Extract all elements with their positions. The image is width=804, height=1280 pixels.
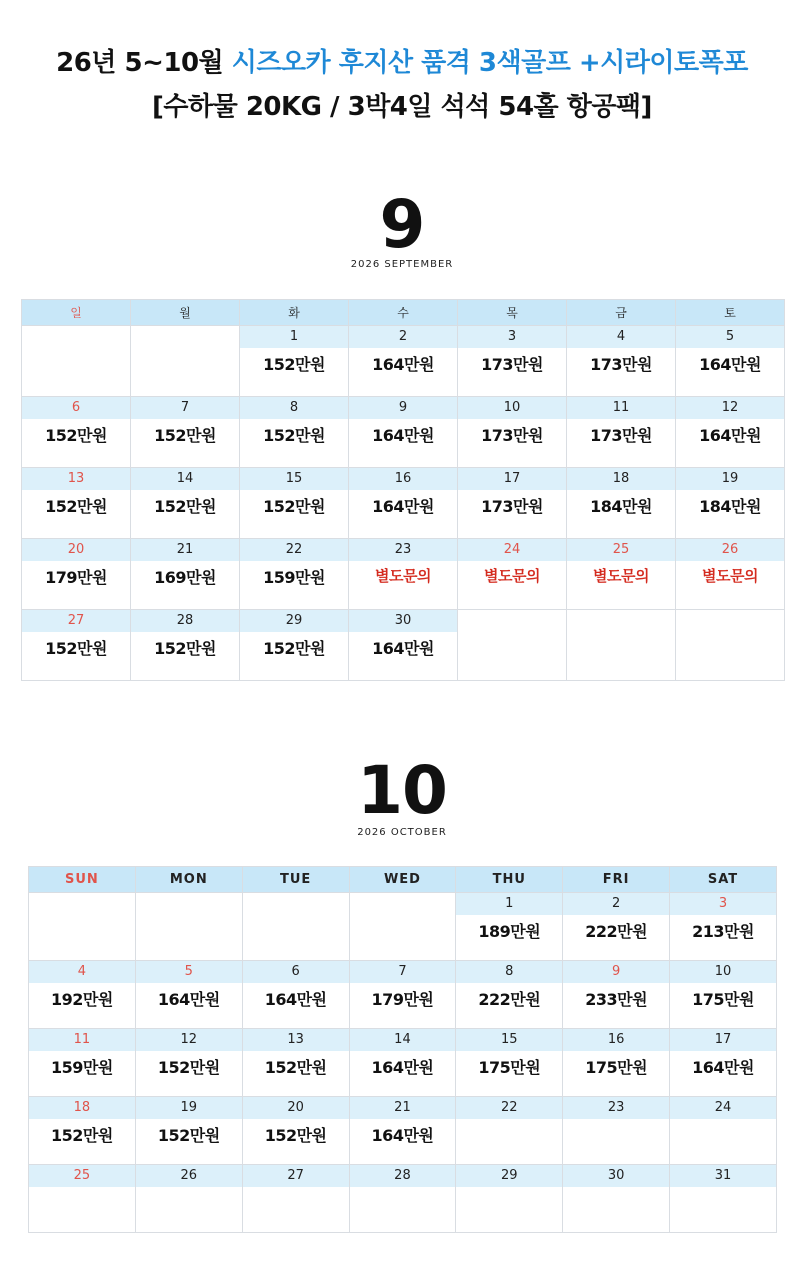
day-cell: [563, 893, 670, 961]
day-price: 152만원: [157, 1126, 220, 1145]
day-cell: [29, 1029, 136, 1097]
day-cell: [131, 397, 240, 468]
day-price: [350, 1187, 456, 1191]
day-number: 28: [350, 1165, 456, 1187]
inquiry-label: 별도문의: [375, 567, 431, 585]
day-price: 179만원: [371, 990, 434, 1009]
empty-cell: [676, 610, 785, 681]
inquiry-label: 별도문의: [484, 567, 540, 585]
weekday-header: 토: [676, 300, 785, 326]
day-price: 184만원: [699, 497, 761, 516]
day-price: 159만원: [263, 568, 325, 587]
day-cell: [670, 1097, 777, 1165]
day-number: 10: [670, 961, 776, 983]
day-price: 152만원: [264, 1126, 327, 1145]
weekday-header: 일: [22, 300, 131, 326]
day-cell: [240, 468, 349, 539]
day-number: 22: [240, 539, 348, 561]
day-number: 23: [563, 1097, 669, 1119]
day-cell: [670, 893, 777, 961]
day-cell: [563, 1029, 670, 1097]
day-price: 222만원: [585, 922, 648, 941]
day-price: 179만원: [45, 568, 107, 587]
day-number: 31: [670, 1165, 776, 1187]
day-number: 1: [456, 893, 562, 915]
day-cell: [456, 961, 563, 1029]
day-price: [670, 1119, 776, 1123]
day-cell: [242, 961, 349, 1029]
day-cell: [135, 1165, 242, 1233]
day-number: 11: [567, 397, 675, 419]
empty-cell: [131, 326, 240, 397]
day-number: 2: [349, 326, 457, 348]
empty-cell: [349, 893, 456, 961]
weekday-header: SUN: [29, 867, 136, 893]
september-calendar: [21, 299, 785, 681]
day-number: 4: [567, 326, 675, 348]
day-price: 222만원: [478, 990, 541, 1009]
october-calendar: [28, 866, 777, 1233]
day-cell: [349, 610, 458, 681]
day-number: 26: [136, 1165, 242, 1187]
day-number: 5: [136, 961, 242, 983]
day-price: [456, 1119, 562, 1123]
day-price: 164만원: [372, 355, 434, 374]
day-number: 7: [131, 397, 239, 419]
day-price: 164만원: [157, 990, 220, 1009]
day-number: 29: [240, 610, 348, 632]
day-cell: [131, 610, 240, 681]
day-cell: [240, 397, 349, 468]
empty-cell: [567, 610, 676, 681]
day-number: 29: [456, 1165, 562, 1187]
day-number: 17: [670, 1029, 776, 1051]
weekday-header: 월: [131, 300, 240, 326]
day-price: 164만원: [699, 426, 761, 445]
day-cell: [563, 1165, 670, 1233]
day-price: 164만원: [264, 990, 327, 1009]
day-cell: [349, 539, 458, 610]
day-price: 152만원: [263, 497, 325, 516]
day-cell: [22, 610, 131, 681]
day-price: 175만원: [478, 1058, 541, 1077]
day-number: 15: [456, 1029, 562, 1051]
weekday-header: 화: [240, 300, 349, 326]
day-number: 24: [670, 1097, 776, 1119]
day-number: 24: [458, 539, 566, 561]
day-number: 14: [131, 468, 239, 490]
day-number: 30: [563, 1165, 669, 1187]
day-price: 173만원: [481, 355, 543, 374]
title-prefix: 26년 5~10월: [56, 48, 232, 78]
day-number: 25: [29, 1165, 135, 1187]
day-price: 164만원: [372, 639, 434, 658]
day-price: 173만원: [590, 426, 652, 445]
day-price: 152만원: [45, 497, 107, 516]
weekday-header-row: [29, 867, 777, 893]
weekday-header: THU: [456, 867, 563, 893]
weekday-header-row: [22, 300, 785, 326]
day-cell: [349, 326, 458, 397]
day-number: 18: [567, 468, 675, 490]
inquiry-label: 별도문의: [593, 567, 649, 585]
week-row: [29, 1029, 777, 1097]
day-number: 27: [22, 610, 130, 632]
day-price: 164만원: [692, 1058, 754, 1077]
weekday-header: WED: [349, 867, 456, 893]
day-number: 18: [29, 1097, 135, 1119]
empty-cell: [135, 893, 242, 961]
day-cell: [240, 610, 349, 681]
day-price: 164만원: [371, 1126, 434, 1145]
september-subtitle: 2026 SEPTEMBER: [350, 259, 454, 270]
day-price: 152만원: [154, 426, 216, 445]
day-number: 6: [243, 961, 349, 983]
day-cell: [131, 468, 240, 539]
day-price: 175만원: [585, 1058, 648, 1077]
day-cell: [131, 539, 240, 610]
day-price: 233만원: [585, 990, 648, 1009]
day-number: 17: [458, 468, 566, 490]
empty-cell: [242, 893, 349, 961]
day-number: 16: [563, 1029, 669, 1051]
day-cell: [670, 1165, 777, 1233]
day-number: 14: [350, 1029, 456, 1051]
day-number: 25: [567, 539, 675, 561]
day-number: 20: [22, 539, 130, 561]
weekday-header: TUE: [242, 867, 349, 893]
week-row: [22, 539, 785, 610]
day-cell: [567, 539, 676, 610]
weekday-header: SAT: [670, 867, 777, 893]
day-cell: [567, 326, 676, 397]
day-price: 152만원: [154, 639, 216, 658]
day-cell: [29, 961, 136, 1029]
day-cell: [349, 1165, 456, 1233]
day-number: 21: [350, 1097, 456, 1119]
weekday-header: FRI: [563, 867, 670, 893]
day-price: 173만원: [481, 426, 543, 445]
week-row: [29, 1165, 777, 1233]
day-number: 15: [240, 468, 348, 490]
day-price: 184만원: [590, 497, 652, 516]
day-number: 22: [456, 1097, 562, 1119]
day-number: 9: [563, 961, 669, 983]
week-row: [22, 468, 785, 539]
empty-cell: [458, 610, 567, 681]
day-price: 173만원: [481, 497, 543, 516]
page-title: [0, 42, 804, 79]
day-price: [29, 1187, 135, 1191]
weekday-header: 수: [349, 300, 458, 326]
week-row: [29, 961, 777, 1029]
inquiry-label: 별도문의: [702, 567, 758, 585]
day-cell: [563, 961, 670, 1029]
week-row: [22, 610, 785, 681]
day-cell: [676, 539, 785, 610]
day-price: [670, 1187, 776, 1191]
day-price: 159만원: [51, 1058, 113, 1077]
day-price: 173만원: [590, 355, 652, 374]
day-number: 7: [350, 961, 456, 983]
day-number: 6: [22, 397, 130, 419]
day-price: [456, 1187, 562, 1191]
day-price: 152만원: [263, 355, 325, 374]
october-number: 10: [357, 752, 447, 829]
day-price: 164만원: [371, 1058, 434, 1077]
day-cell: [676, 326, 785, 397]
day-number: 1: [240, 326, 348, 348]
day-price: [563, 1187, 669, 1191]
day-number: 16: [349, 468, 457, 490]
day-cell: [240, 539, 349, 610]
week-row: [29, 1097, 777, 1165]
day-number: 12: [136, 1029, 242, 1051]
day-number: 8: [456, 961, 562, 983]
day-cell: [456, 1097, 563, 1165]
empty-cell: [29, 893, 136, 961]
day-cell: [29, 1097, 136, 1165]
day-price: 169만원: [154, 568, 216, 587]
day-cell: [458, 397, 567, 468]
day-cell: [676, 397, 785, 468]
day-cell: [22, 468, 131, 539]
day-number: 3: [670, 893, 776, 915]
day-cell: [29, 1165, 136, 1233]
day-price: 152만원: [263, 639, 325, 658]
day-number: 27: [243, 1165, 349, 1187]
day-cell: [349, 1097, 456, 1165]
day-cell: [670, 961, 777, 1029]
september-number: 9: [379, 186, 425, 263]
day-cell: [135, 961, 242, 1029]
day-price: 164만원: [372, 426, 434, 445]
weekday-header: MON: [135, 867, 242, 893]
day-number: 2: [563, 893, 669, 915]
day-price: [136, 1187, 242, 1191]
day-cell: [135, 1029, 242, 1097]
day-number: 19: [676, 468, 784, 490]
day-cell: [458, 326, 567, 397]
day-price: 152만원: [45, 639, 107, 658]
day-cell: [242, 1029, 349, 1097]
day-cell: [349, 468, 458, 539]
day-price: [243, 1187, 349, 1191]
day-number: 8: [240, 397, 348, 419]
day-number: 30: [349, 610, 457, 632]
week-row: [22, 326, 785, 397]
week-row: [29, 893, 777, 961]
empty-cell: [22, 326, 131, 397]
day-price: 152만원: [157, 1058, 220, 1077]
day-cell: [240, 326, 349, 397]
day-cell: [349, 961, 456, 1029]
day-cell: [456, 1029, 563, 1097]
day-cell: [563, 1097, 670, 1165]
day-number: 3: [458, 326, 566, 348]
day-number: 10: [458, 397, 566, 419]
day-number: 21: [131, 539, 239, 561]
day-cell: [349, 1029, 456, 1097]
weekday-header: 목: [458, 300, 567, 326]
day-number: 23: [349, 539, 457, 561]
day-number: 9: [349, 397, 457, 419]
day-price: 164만원: [699, 355, 761, 374]
day-cell: [567, 468, 676, 539]
day-number: 4: [29, 961, 135, 983]
day-number: 13: [22, 468, 130, 490]
day-number: 19: [136, 1097, 242, 1119]
day-price: 164만원: [372, 497, 434, 516]
weekday-header: 금: [567, 300, 676, 326]
day-cell: [242, 1097, 349, 1165]
day-cell: [242, 1165, 349, 1233]
day-cell: [456, 893, 563, 961]
day-cell: [676, 468, 785, 539]
week-row: [22, 397, 785, 468]
day-number: 20: [243, 1097, 349, 1119]
day-price: [563, 1119, 669, 1123]
day-cell: [670, 1029, 777, 1097]
day-price: 152만원: [264, 1058, 327, 1077]
day-price: 152만원: [51, 1126, 113, 1145]
day-price: 189만원: [478, 922, 541, 941]
day-number: 12: [676, 397, 784, 419]
day-price: 152만원: [263, 426, 325, 445]
october-subtitle: 2026 OCTOBER: [357, 827, 447, 838]
day-number: 5: [676, 326, 784, 348]
day-price: 175만원: [692, 990, 754, 1009]
title-highlight: 시즈오카 후지산 품격 3색골프 +시라이토폭포: [231, 48, 748, 78]
day-number: 28: [131, 610, 239, 632]
day-number: 11: [29, 1029, 135, 1051]
day-cell: [135, 1097, 242, 1165]
day-price: 152만원: [154, 497, 216, 516]
day-cell: [22, 397, 131, 468]
day-cell: [458, 468, 567, 539]
day-cell: [567, 397, 676, 468]
day-number: 13: [243, 1029, 349, 1051]
day-price: 192만원: [51, 990, 113, 1009]
day-price: 152만원: [45, 426, 107, 445]
page-subtitle: [수하물 20KG / 3박4일 석석 54홀 항공팩]: [152, 92, 652, 122]
day-number: 26: [676, 539, 784, 561]
day-cell: [456, 1165, 563, 1233]
day-cell: [349, 397, 458, 468]
day-cell: [458, 539, 567, 610]
day-cell: [22, 539, 131, 610]
day-price: 213만원: [692, 922, 754, 941]
